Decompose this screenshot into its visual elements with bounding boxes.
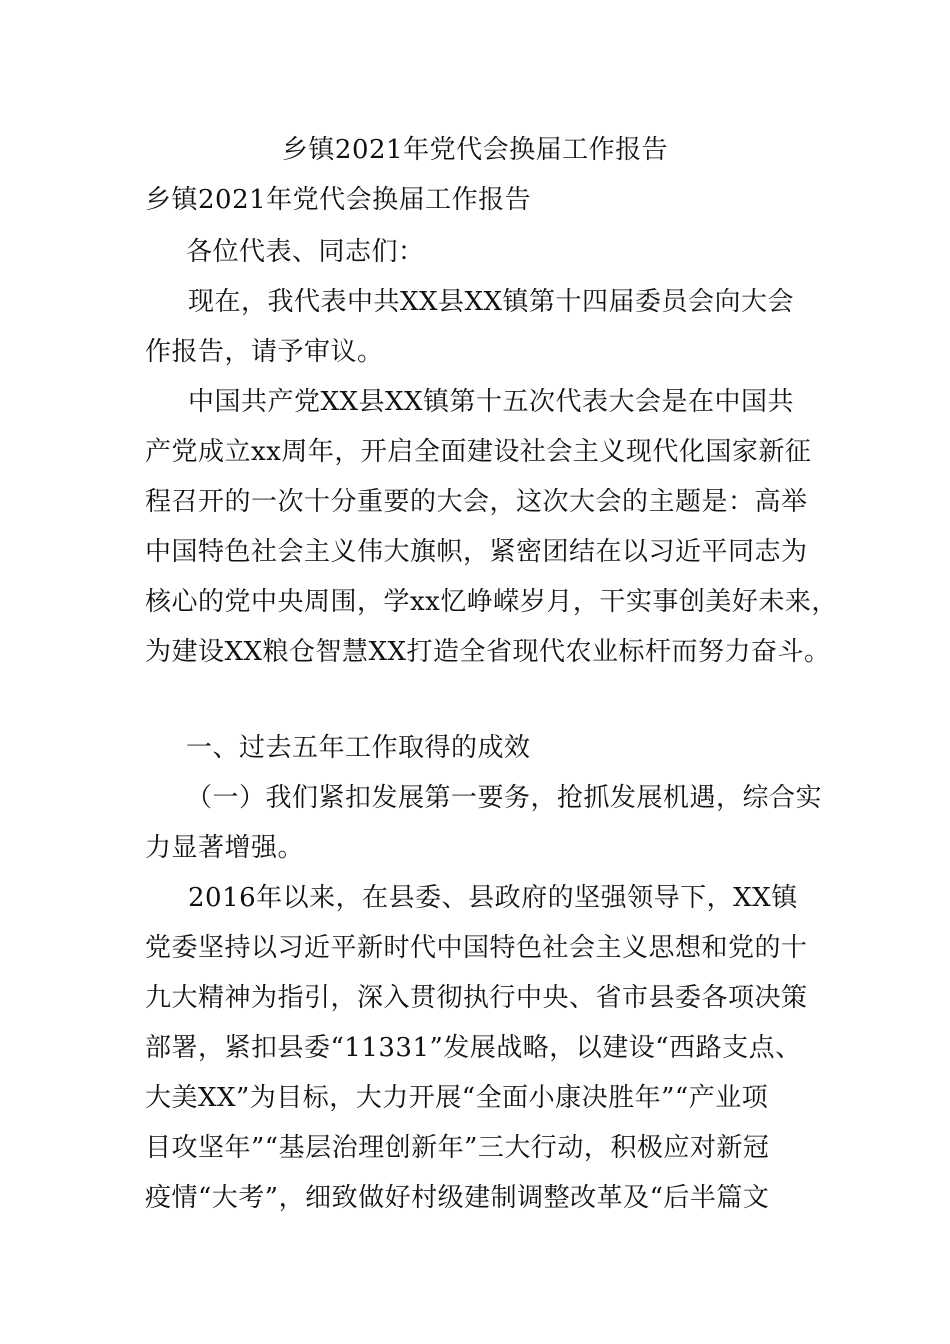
paragraph-line: 目攻坚年”“基层治理创新年”三大行动，积极应对新冠 [145, 1133, 770, 1163]
paragraph-line: 现在，我代表中共XX县XX镇第十四届委员会向大会 [188, 287, 795, 317]
paragraph-line: 九大精神为指引，深入贯彻执行中央、省市县委各项决策 [145, 983, 808, 1013]
subsection-heading: 力显著增强。 [145, 833, 305, 863]
paragraph-line: 作报告，请予审议。 [145, 337, 384, 367]
paragraph-line: 疫情“大考”，细致做好村级建制调整改革及“后半篇文 [145, 1183, 770, 1213]
subsection-heading: （一）我们紧扣发展第一要务，抢抓发展机遇，综合实 [186, 783, 823, 813]
paragraph-line: 大美XX”为目标，大力开展“全面小康决胜年”“产业项 [145, 1083, 769, 1113]
paragraph-line: 党委坚持以习近平新时代中国特色社会主义思想和党的十 [145, 933, 808, 963]
paragraph-line: 中国共产党XX县XX镇第十五次代表大会是在中国共 [188, 387, 795, 417]
page-title: 乡镇2021年党代会换届工作报告 [281, 135, 669, 165]
paragraph-line: 核心的党中央周围，学xx忆峥嵘岁月，干实事创美好未来， [145, 587, 838, 617]
paragraph-line: 部署，紧扣县委“11331”发展战略，以建设“西路支点、 [145, 1033, 802, 1063]
section-heading: 一、过去五年工作取得的成效 [186, 733, 531, 763]
paragraph-line: 产党成立xx周年，开启全面建设社会主义现代化国家新征 [145, 437, 812, 467]
paragraph-line: 2016年以来，在县委、县政府的坚强领导下，XX镇 [188, 883, 798, 913]
paragraph-line: 为建设XX粮仓智慧XX打造全省现代农业标杆而努力奋斗。 [145, 637, 831, 667]
paragraph-line: 中国特色社会主义伟大旗帜，紧密团结在以习近平同志为 [145, 537, 808, 567]
paragraph-line: 程召开的一次十分重要的大会，这次大会的主题是：高举 [145, 487, 808, 517]
salutation: 各位代表、同志们： [186, 237, 425, 267]
subtitle: 乡镇2021年党代会换届工作报告 [145, 185, 532, 215]
